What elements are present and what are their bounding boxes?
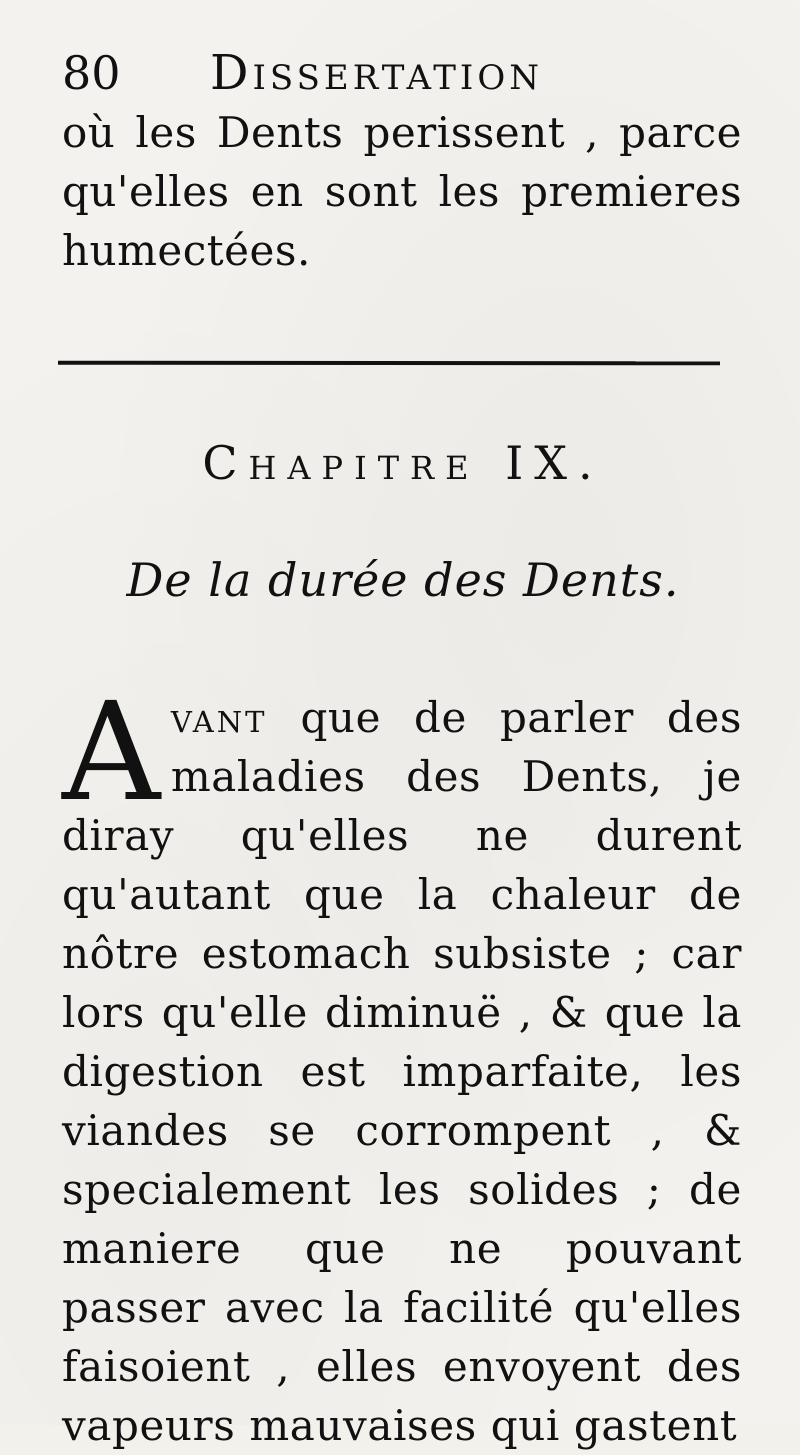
lead-in-word: vant: [170, 693, 268, 742]
running-head: Dissertation: [210, 45, 543, 101]
page-header: [62, 38, 702, 108]
continuation-paragraph: où les Dents perissent , parce qu'elles en sont les premieres humectées.: [62, 108, 742, 275]
chapter-heading: Chapitre IX.: [202, 436, 604, 490]
body-text: que de parler des maladies des Dents, je diray qu'elles ne durent qu'autant que la chaleur de nôtre estomach subsiste ; car lors qu'elle diminuë , & que la digestion est imparfaite, les viandes se corrompent , & specialement les solides ; de maniere que ne pouvant passer avec la facilité qu'elles faisoient , elles envoyent des vapeurs mauvaises qui gastent: [62, 693, 742, 1450]
body-paragraph: [62, 674, 742, 1455]
chapter-title: De la durée des Dents.: [126, 553, 680, 607]
section-divider: [58, 361, 720, 366]
page-number: 80: [62, 46, 121, 100]
drop-cap: A: [62, 674, 161, 832]
